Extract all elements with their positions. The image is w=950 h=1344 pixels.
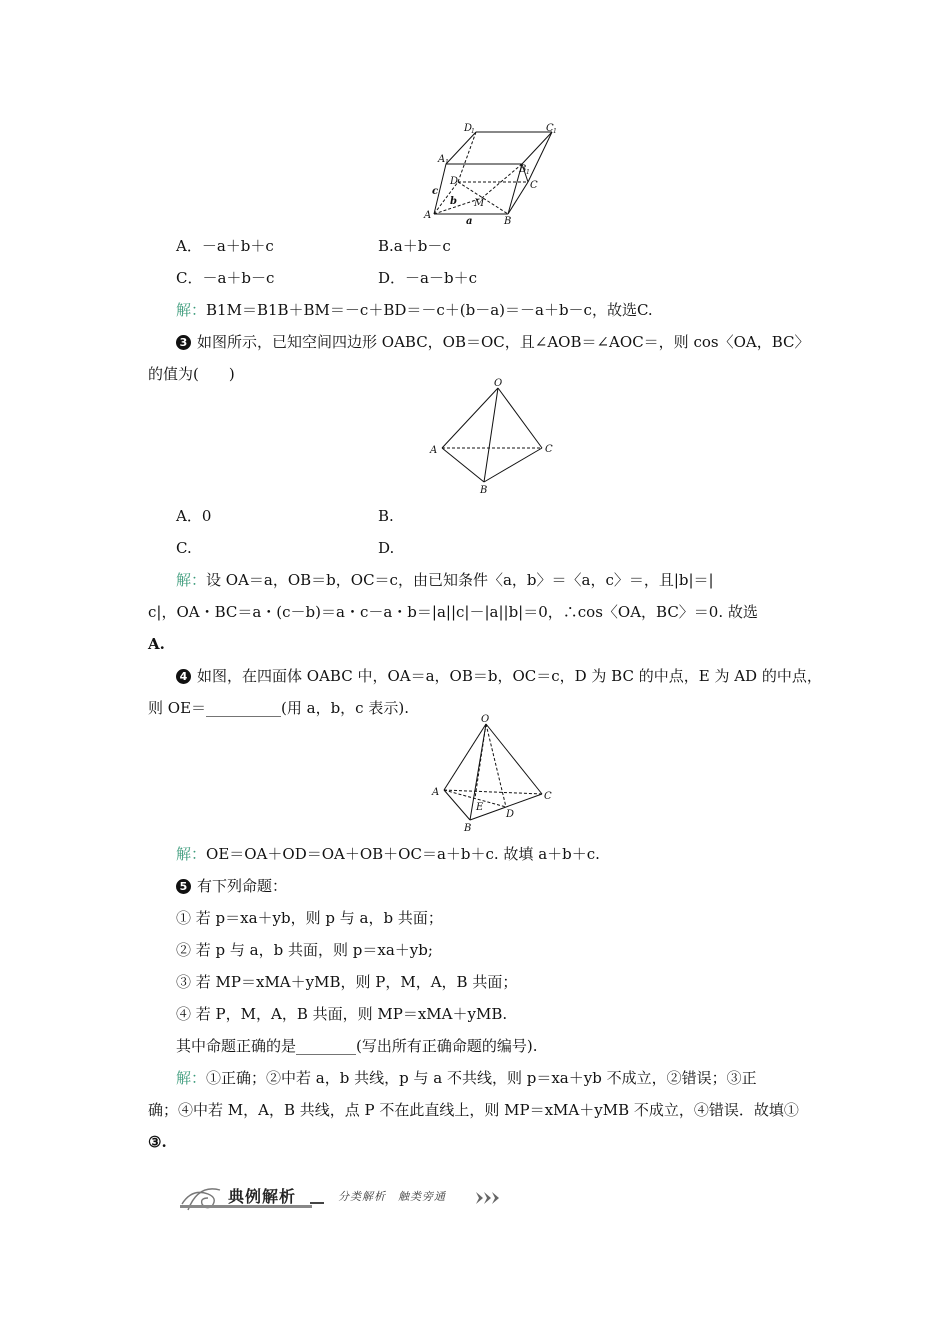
label-B: B [504, 216, 512, 227]
q5-solution-line2: 确；④中若 M，A，B 共线，点 P 不在此直线上，则 MP＝xMA＋yMB 不成立，④错误．故填① [148, 1101, 799, 1119]
question-number-icon: 5 [176, 879, 191, 894]
label-A: A [424, 210, 432, 221]
label-vec-b: b [450, 196, 457, 207]
label-B: B [464, 823, 472, 834]
q5-item-3: ③ 若 MP＝xMA＋yMB，则 P，M，A，B 共面； [176, 973, 518, 991]
label-D: D [450, 176, 459, 187]
q3-solution-line3: A. [148, 635, 165, 653]
solution-text: ①正确；②中若 a，b 共线，p 与 a 不共线，则 p＝xa＋yb 不成立，②错误；③正 [206, 1069, 757, 1087]
label-C: C [544, 791, 552, 802]
q2-option-c: C．－a＋b－c [176, 269, 275, 287]
solution-label: 解： [176, 571, 207, 589]
label-M: M [474, 198, 485, 209]
section-banner-title: 典例解析 [228, 1187, 297, 1206]
q3-stem-line2: 的值为( ) [148, 365, 235, 383]
q5-item-1: ① 若 p＝xa＋yb，则 p 与 a，b 共面； [176, 909, 443, 927]
q5-question: 其中命题正确的是________(写出所有正确命题的编号). [176, 1037, 538, 1055]
label-C: C [530, 180, 538, 191]
solution-label: 解： [176, 1069, 207, 1087]
solution-label: 解： [176, 845, 207, 863]
label-vec-c: c [432, 186, 439, 197]
tetrahedron-figure-2 [428, 710, 558, 836]
q3-option-b: B. [378, 507, 394, 525]
label-A1-sub: 1 [445, 159, 449, 166]
solution-text: 设 OA＝a，OB＝b，OC＝c，由已知条件〈a，b〉＝〈a，c〉＝，且|b|＝| [206, 571, 714, 589]
label-D: D [506, 809, 515, 820]
label-C1: C [546, 123, 554, 134]
label-C: C [545, 444, 553, 455]
label-B: B [480, 485, 488, 496]
label-E: E [476, 802, 484, 813]
q4-stem-line1: 如图，在四面体 OABC 中，OA＝a，OB＝b，OC＝c，D 为 BC 的中点，E 为 AD 的中点， [197, 667, 822, 685]
q4-stem [176, 666, 822, 686]
q5-stem-text: 有下列命题： [197, 877, 288, 895]
q5-stem [176, 876, 287, 896]
solution-label: 解： [176, 301, 207, 319]
q3-stem [176, 332, 809, 352]
label-D1-sub: 1 [471, 128, 475, 135]
q3-option-a: A．0 [176, 507, 212, 525]
question-number-icon: 3 [176, 335, 191, 350]
label-A: A [430, 445, 438, 456]
q5-item-2: ② 若 p 与 a，b 共面，则 p＝xa＋yb; [176, 941, 433, 959]
section-banner-subtitle: 分类解析 触类旁通 [338, 1190, 446, 1203]
q5-solution-line1 [176, 1068, 757, 1088]
label-vec-a: a [466, 216, 473, 227]
label-B1-sub: 1 [526, 169, 530, 176]
solution-text: OE＝OA＋OD＝OA＋OB＋OC＝a＋b＋c. 故填 a＋b＋c. [206, 845, 600, 863]
parallelepiped-figure [420, 122, 570, 228]
q3-solution-line1 [176, 570, 714, 590]
q5-item-4: ④ 若 P，M，A，B 共面，则 MP＝xMA＋yMB. [176, 1005, 508, 1023]
q3-option-d: D. [378, 539, 395, 557]
label-O: O [494, 378, 503, 389]
q3-solution-line2: c|，OA・BC＝a・(c－b)＝a・c－a・b＝|a||c|－|a||b|＝0，∴cos〈OA，BC〉＝0. 故选 [148, 603, 758, 621]
tetrahedron-figure-1 [424, 376, 554, 498]
q5-solution-line3: ③. [148, 1133, 167, 1151]
q4-solution [176, 844, 600, 864]
q3-stem-line1: 如图所示，已知空间四边形 OABC，OB＝OC，且∠AOB＝∠AOC＝，则 cos〈OA，BC〉 [197, 333, 810, 351]
solution-text: B1M＝B1B＋BM＝－c＋BD＝－c＋(b－a)＝－a＋b－c，故选C. [206, 301, 653, 319]
label-A1: A [438, 154, 446, 165]
label-B1: B [519, 164, 527, 175]
label-D1: D [464, 123, 473, 134]
label-O: O [481, 714, 490, 725]
question-number-icon: 4 [176, 669, 191, 684]
label-A: A [432, 787, 440, 798]
q2-option-d: D．－a－b＋c [378, 269, 477, 287]
label-C1-sub: 1 [553, 128, 557, 135]
q2-solution [176, 300, 653, 320]
q2-option-b: B.a＋b－c [378, 237, 451, 255]
q4-stem-line2: 则 OE＝__________(用 a，b，c 表示). [148, 699, 409, 717]
q2-option-a: A．－a＋b＋c [176, 237, 274, 255]
q3-option-c: C. [176, 539, 192, 557]
